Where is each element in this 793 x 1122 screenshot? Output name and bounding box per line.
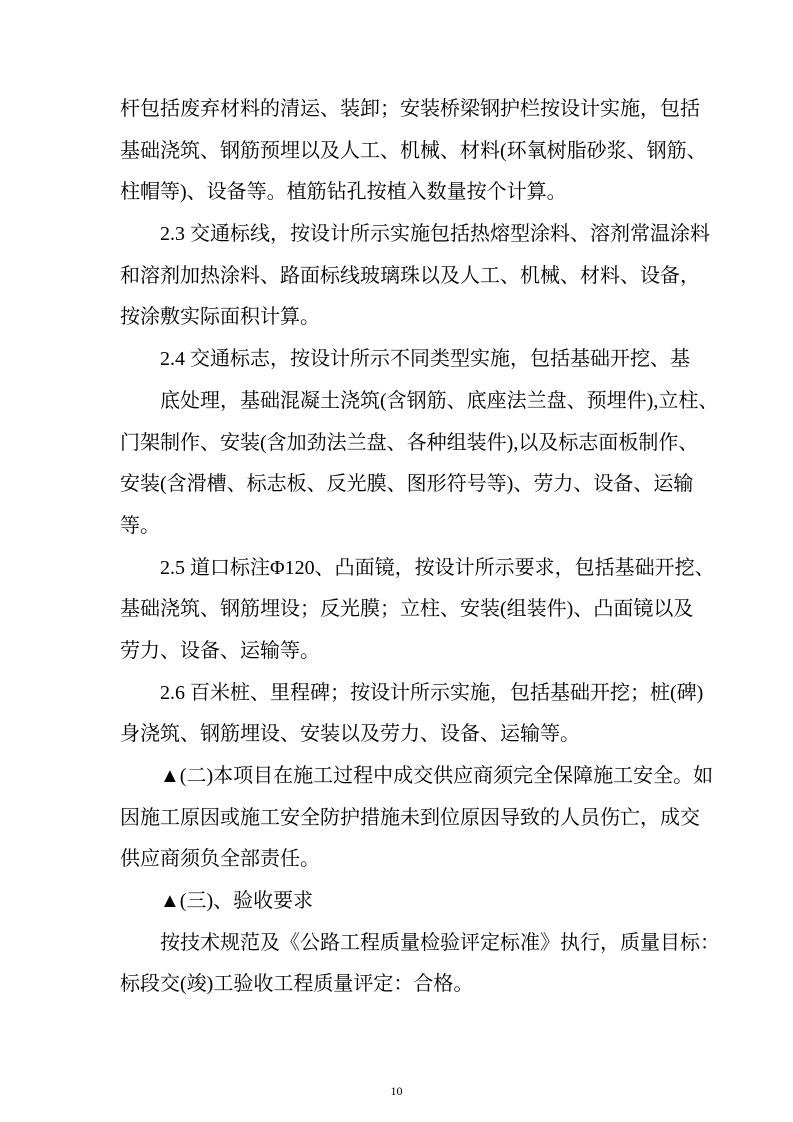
- page-number: 10: [390, 1084, 403, 1098]
- text-line: 供应商须负全部责任。: [120, 848, 320, 871]
- text-line: 底处理，基础混凝土浇筑(含钢筋、底座法兰盘、预埋件),立柱、: [160, 389, 719, 412]
- text-line: 安装(含滑槽、标志板、反光膜、图形符号等)、劳力、设备、运输: [120, 473, 694, 496]
- text-line: 基础浇筑、钢筋预埋以及人工、机械、材料(环氧树脂砂浆、钢筋、: [120, 139, 707, 162]
- text-line: 身浇筑、钢筋埋设、安装以及劳力、设备、运输等。: [120, 723, 580, 746]
- text-line: 劳力、设备、运输等。: [120, 639, 320, 662]
- text-line: ▲(三)、验收要求: [160, 890, 314, 913]
- text-line: 按涂敷实际面积计算。: [120, 306, 320, 329]
- text-line: 2.6 百米桩、里程碑；按设计所示实施，包括基础开挖；桩(碑): [160, 681, 704, 704]
- text-line: 2.4 交通标志，按设计所示不同类型实施，包括基础开挖、基: [160, 348, 690, 371]
- text-line: 门架制作、安装(含加劲法兰盘、各种组装件),以及标志面板制作、: [120, 431, 699, 454]
- text-line: 柱帽等)、设备等。植筋钻孔按植入数量按个计算。: [120, 181, 567, 204]
- text-line: 杆包括废弃材料的清运、装卸；安装桥梁钢护栏按设计实施，包括: [120, 98, 700, 120]
- text-line: 基础浇筑、钢筋埋设；反光膜；立柱、安装(组装件)、凸面镜以及: [120, 598, 694, 621]
- text-line: 2.5 道口标注Φ120、凸面镜，按设计所示要求，包括基础开挖、: [160, 556, 715, 579]
- body-text: [120, 89, 720, 1006]
- text-line: ▲(二)本项目在施工过程中成交供应商须完全保障施工安全。如: [160, 765, 714, 787]
- text-line: 因施工原因或施工安全防护措施未到位原因导致的人员伤亡，成交: [120, 806, 700, 829]
- text-line: 2.3 交通标线，按设计所示实施包括热熔型涂料、溶剂常温涂料: [160, 223, 710, 246]
- text-line: 标段交(竣)工验收工程质量评定：合格。: [120, 973, 474, 996]
- text-line: 和溶剂加热涂料、路面标线玻璃珠以及人工、机械、材料、设备，: [120, 264, 700, 287]
- text-line: 等。: [120, 514, 160, 537]
- text-line: 按技术规范及《公路工程质量检验评定标准》执行，质量目标：: [160, 931, 720, 954]
